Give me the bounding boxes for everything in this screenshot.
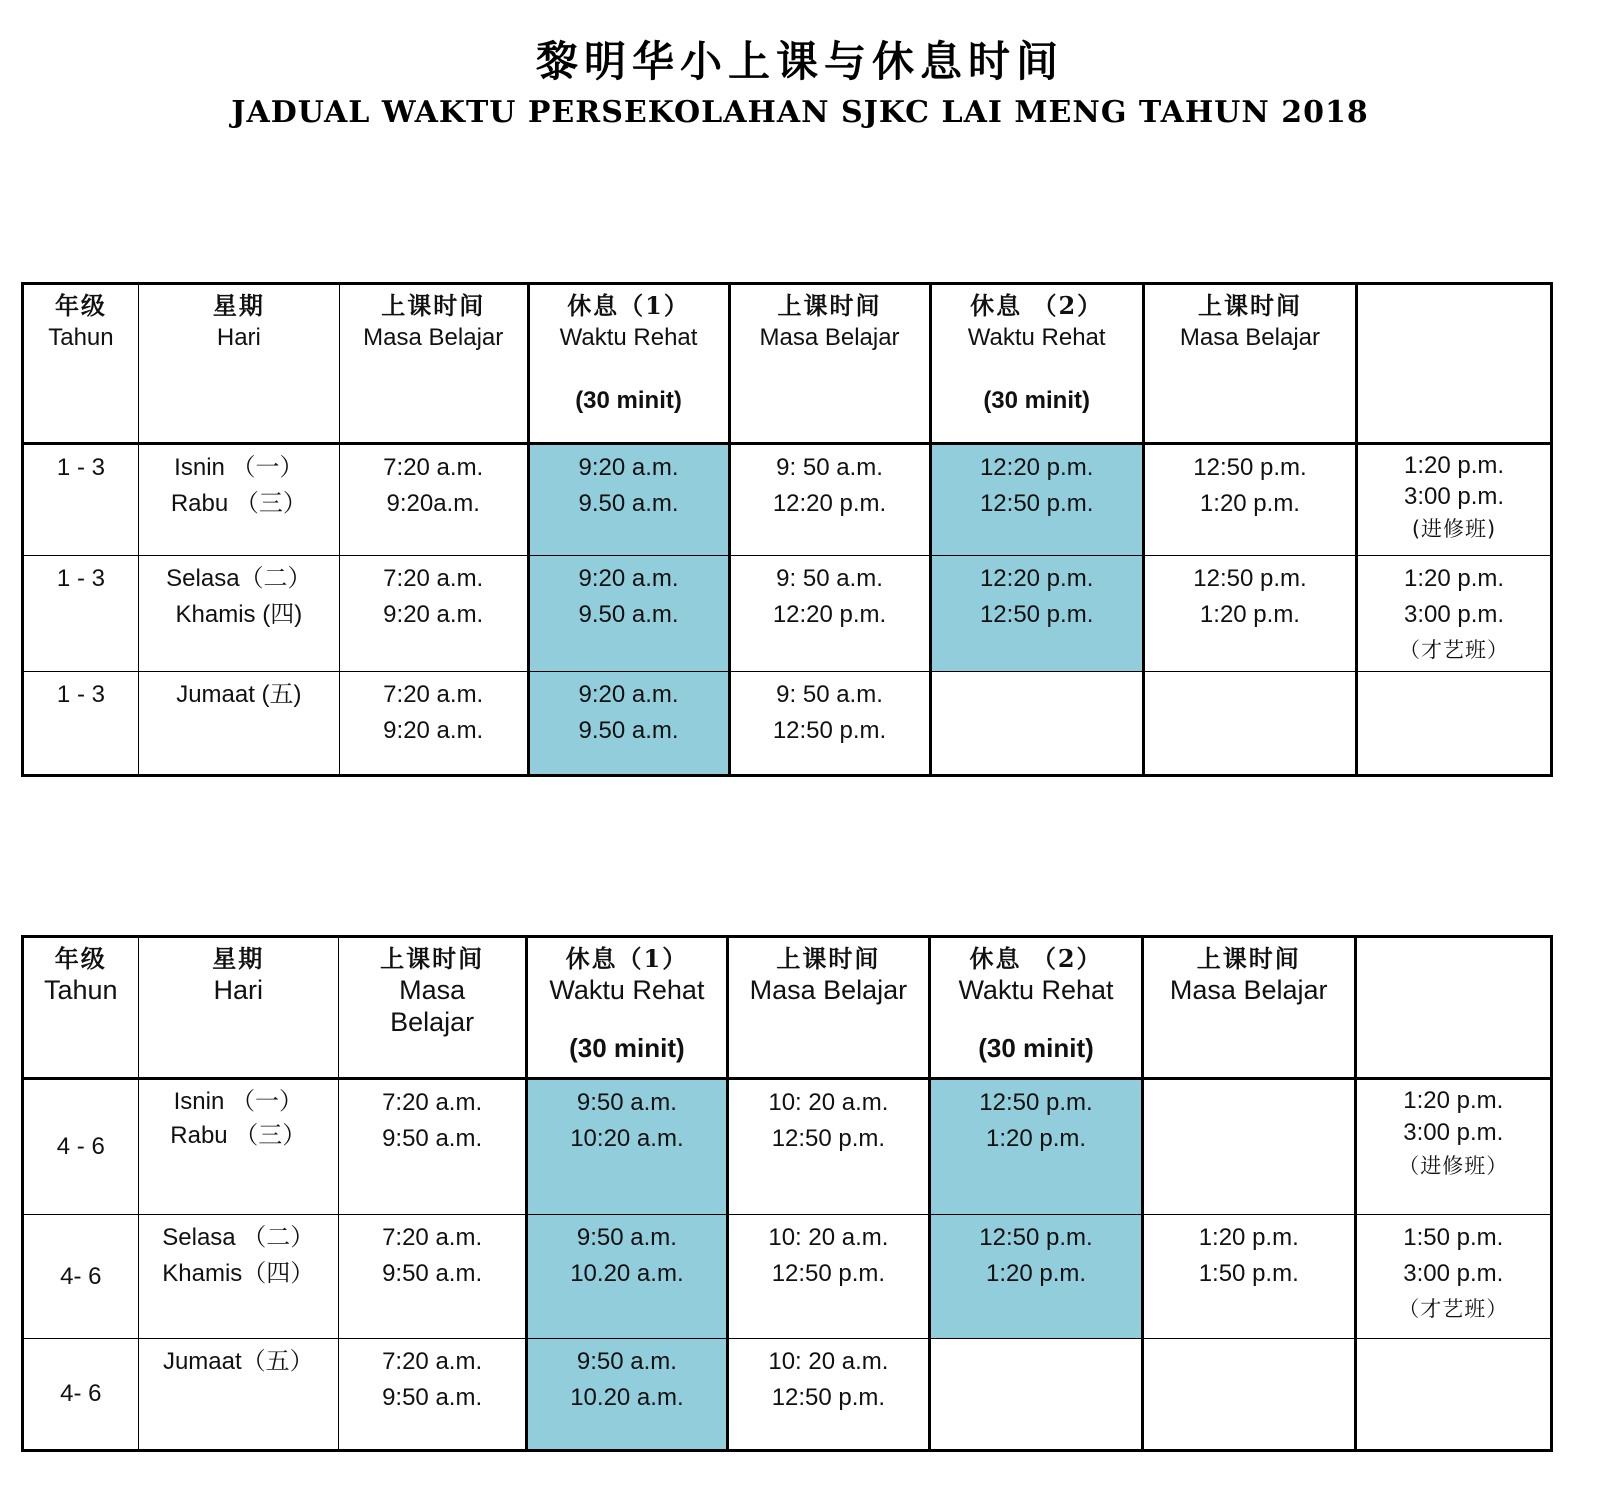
break-time-cell <box>930 444 1143 556</box>
class-time-cell <box>1142 1215 1355 1339</box>
day-cell <box>138 1215 338 1339</box>
empty-cell <box>1355 1339 1551 1451</box>
header-label-cn: 年级 <box>54 291 107 320</box>
header-cell-break-2 <box>930 284 1143 444</box>
header-label-ms: Waktu Rehat <box>549 975 705 1005</box>
table-header-row <box>23 284 1552 444</box>
day-label: Isnin （一） <box>173 1088 303 1115</box>
end-time: 1:20 p.m. <box>1199 601 1300 628</box>
header-label-cn: 星期 <box>212 291 265 320</box>
end-time: 9:20a.m. <box>386 490 480 517</box>
grade-label: 4- 6 <box>60 1262 102 1290</box>
day-label: Selasa （二） <box>162 1224 315 1251</box>
end-time: 12:50 p.m. <box>771 1384 886 1411</box>
header-label-ms: Hari <box>213 975 264 1005</box>
header-label-ms: Hari <box>216 324 261 351</box>
day-cell <box>138 444 339 556</box>
end-time: 9.50 a.m. <box>578 601 679 628</box>
class-time-cell <box>727 1339 930 1451</box>
end-time: 1:50 p.m. <box>1198 1260 1299 1287</box>
empty-cell <box>1142 1339 1355 1451</box>
table-row <box>23 1215 1552 1339</box>
header-label-cn: 上课时间 <box>777 291 882 320</box>
break-time-cell <box>528 444 729 556</box>
header-cell-day <box>138 937 338 1079</box>
header-cell-class-time-1 <box>339 284 528 444</box>
header-label-ms: Waktu Rehat <box>967 324 1106 351</box>
class-type-note: （才艺班） <box>1399 638 1510 662</box>
start-time: 7:20 a.m. <box>382 1224 483 1251</box>
header-label-cn: 上课时间 <box>1196 944 1301 973</box>
end-time: 9:20 a.m. <box>383 717 484 744</box>
table-row <box>23 556 1552 672</box>
class-time-cell <box>729 444 930 556</box>
day-label: Selasa（二） <box>166 565 312 592</box>
empty-cell <box>930 1339 1143 1451</box>
header-cell-break-1 <box>527 937 727 1079</box>
class-time-cell <box>1143 444 1356 556</box>
start-time: 9:20 a.m. <box>578 454 679 481</box>
schedule-table-year-1-3 <box>21 282 1553 777</box>
day-cell <box>138 672 339 776</box>
start-time: 7:20 a.m. <box>383 454 484 481</box>
end-time: 3:00 p.m. <box>1403 1119 1504 1146</box>
grade-cell <box>23 672 139 776</box>
header-label-cn: 上课时间 <box>380 944 485 973</box>
end-time: 9:50 a.m. <box>382 1384 483 1411</box>
empty-cell <box>930 672 1143 776</box>
start-time: 7:20 a.m. <box>383 565 484 592</box>
grade-cell <box>23 1215 139 1339</box>
extra-class-cell <box>1357 556 1552 672</box>
header-label-cn: 年级 <box>54 944 107 973</box>
extra-class-cell <box>1355 1079 1551 1215</box>
break-time-cell <box>527 1215 727 1339</box>
break-time-cell <box>930 1215 1143 1339</box>
start-time: 12:50 p.m. <box>979 1089 1093 1116</box>
header-cell-grade <box>23 284 139 444</box>
day-label: Rabu （三） <box>170 490 307 517</box>
start-time: 7:20 a.m. <box>382 1348 483 1375</box>
start-time: 12:50 p.m. <box>979 1224 1093 1251</box>
grade-cell <box>23 1079 139 1215</box>
break-time-cell <box>527 1339 727 1451</box>
start-time: 7:20 a.m. <box>383 681 484 708</box>
end-time: 9.50 a.m. <box>578 717 679 744</box>
header-label-cn: 休息（1） <box>567 291 690 320</box>
end-time: 9.50 a.m. <box>578 490 679 517</box>
header-label-cn: 休息（1） <box>565 944 689 973</box>
empty-cell <box>1357 672 1552 776</box>
header-cell-extra-class <box>1355 937 1551 1079</box>
day-cell <box>138 556 339 672</box>
start-time: 1:20 p.m. <box>1198 1224 1299 1251</box>
class-time-cell <box>339 556 528 672</box>
header-cell-class-time-2 <box>727 937 930 1079</box>
header-duration-label: (30 minit) <box>569 1033 685 1063</box>
day-label: Isnin （一） <box>174 454 304 481</box>
class-time-cell <box>339 1079 527 1215</box>
class-time-cell <box>339 672 528 776</box>
break-time-cell <box>930 1079 1143 1215</box>
break-time-cell <box>528 672 729 776</box>
start-time: 1:20 p.m. <box>1404 452 1505 479</box>
start-time: 9: 50 a.m. <box>776 681 883 708</box>
start-time: 9:50 a.m. <box>576 1224 677 1251</box>
end-time: 12:50 p.m. <box>771 1260 886 1287</box>
header-label-ms: Waktu Rehat <box>958 975 1114 1005</box>
header-duration-label: (30 minit) <box>983 387 1090 414</box>
start-time: 12:20 p.m. <box>979 454 1094 481</box>
header-label-ms: Masa Belajar <box>1169 975 1328 1005</box>
header-label-ms: Masa Belajar <box>363 324 504 351</box>
end-time: 3:00 p.m. <box>1403 1260 1504 1287</box>
class-time-cell <box>727 1215 930 1339</box>
class-type-note: （进修班） <box>1398 1154 1509 1178</box>
start-time: 9: 50 a.m. <box>776 565 883 592</box>
day-label: Jumaat（五） <box>162 1348 314 1375</box>
end-time: 3:00 p.m. <box>1404 601 1505 628</box>
end-time: 12:50 p.m. <box>771 1125 886 1152</box>
class-time-cell <box>727 1079 930 1215</box>
start-time: 1:20 p.m. <box>1403 1087 1504 1114</box>
header-label-ms: Masa Belajar <box>759 324 900 351</box>
empty-cell <box>1143 672 1356 776</box>
start-time: 10: 20 a.m. <box>768 1348 889 1375</box>
grade-cell <box>23 1339 139 1451</box>
header-duration-label: (30 minit) <box>978 1033 1094 1063</box>
end-time: 9:50 a.m. <box>382 1125 483 1152</box>
grade-label: 4- 6 <box>60 1380 102 1407</box>
day-label: Khamis (四) <box>175 601 303 628</box>
end-time: 12:50 p.m. <box>772 717 887 744</box>
end-time: 1:20 p.m. <box>985 1260 1087 1287</box>
class-time-cell <box>339 1339 527 1451</box>
grade-label: 1 - 3 <box>56 454 105 481</box>
grade-cell <box>23 444 139 556</box>
grade-label: 4 - 6 <box>56 1133 105 1160</box>
start-time: 12:20 p.m. <box>979 565 1094 592</box>
header-cell-class-time-3 <box>1142 937 1355 1079</box>
start-time: 10: 20 a.m. <box>768 1089 889 1116</box>
day-label: Jumaat (五) <box>176 681 302 708</box>
header-label-ms-line2: Belajar <box>390 1007 475 1037</box>
day-cell <box>138 1339 338 1451</box>
start-time: 10: 20 a.m. <box>768 1224 889 1251</box>
start-time: 12:50 p.m. <box>1193 565 1307 592</box>
header-label-ms: Tahun <box>43 975 118 1005</box>
header-label-cn: 休息 （2） <box>969 944 1103 973</box>
header-label-ms: Masa Belajar <box>749 975 908 1005</box>
class-type-note: (进修班) <box>1411 517 1497 541</box>
table-row <box>23 444 1552 556</box>
header-label-cn: 休息 （2） <box>970 291 1104 320</box>
grade-label: 1 - 3 <box>56 681 105 708</box>
header-duration-label: (30 minit) <box>575 387 682 414</box>
break-time-cell <box>930 556 1143 672</box>
start-time: 12:50 p.m. <box>1193 454 1307 481</box>
day-cell <box>138 1079 338 1215</box>
end-time: 3:00 p.m. <box>1404 483 1505 510</box>
class-time-cell <box>339 444 528 556</box>
table-row <box>23 1079 1552 1215</box>
header-label-ms: Masa <box>399 975 466 1005</box>
header-cell-class-time-2 <box>729 284 930 444</box>
class-time-cell <box>729 556 930 672</box>
start-time: 9: 50 a.m. <box>776 454 883 481</box>
break-time-cell <box>528 556 729 672</box>
header-cell-break-1 <box>528 284 729 444</box>
extra-class-cell <box>1357 444 1552 556</box>
start-time: 1:20 p.m. <box>1404 565 1505 592</box>
day-label: Khamis（四） <box>162 1260 315 1287</box>
header-cell-grade <box>23 937 139 1079</box>
start-time: 9:50 a.m. <box>576 1089 677 1116</box>
end-time: 9:50 a.m. <box>382 1260 483 1287</box>
start-time: 1:50 p.m. <box>1403 1224 1504 1251</box>
start-time: 9:20 a.m. <box>578 565 679 592</box>
grade-label: 1 - 3 <box>56 565 105 592</box>
class-time-cell <box>339 1215 527 1339</box>
header-cell-break-2 <box>930 937 1143 1079</box>
page-title-chinese: 黎明华小上课与休息时间 <box>535 37 1064 86</box>
start-time: 9:50 a.m. <box>576 1348 677 1375</box>
end-time: 12:20 p.m. <box>772 601 887 628</box>
start-time: 7:20 a.m. <box>382 1089 483 1116</box>
end-time: 12:50 p.m. <box>979 601 1094 628</box>
end-time: 10:20 a.m. <box>570 1125 684 1152</box>
table-row <box>23 672 1552 776</box>
table-header-row <box>23 937 1552 1079</box>
extra-class-cell <box>1355 1215 1551 1339</box>
class-time-cell <box>729 672 930 776</box>
header-label-ms: Masa Belajar <box>1179 324 1320 351</box>
end-time: 10.20 a.m. <box>570 1260 684 1287</box>
end-time: 1:20 p.m. <box>985 1125 1087 1152</box>
header-label-ms: Waktu Rehat <box>559 324 698 351</box>
header-label-cn: 上课时间 <box>1197 291 1302 320</box>
header-label-cn: 上课时间 <box>776 944 881 973</box>
class-time-cell <box>1143 556 1356 672</box>
header-cell-class-time-3 <box>1143 284 1356 444</box>
end-time: 12:50 p.m. <box>979 490 1094 517</box>
header-label-cn: 星期 <box>212 944 265 973</box>
header-cell-class-time-1 <box>339 937 527 1079</box>
schedule-table-year-4-6 <box>21 935 1553 1452</box>
end-time: 9:20 a.m. <box>383 601 484 628</box>
header-cell-day <box>138 284 339 444</box>
end-time: 12:20 p.m. <box>772 490 887 517</box>
start-time: 9:20 a.m. <box>578 681 679 708</box>
end-time: 10.20 a.m. <box>570 1384 684 1411</box>
page-title-malay: JADUAL WAKTU PERSEKOLAHAN SJKC LAI MENG TAHUN 2018 <box>231 95 1369 130</box>
class-type-note: （才艺班） <box>1398 1297 1509 1321</box>
end-time: 1:20 p.m. <box>1199 490 1300 517</box>
break-time-cell <box>527 1079 727 1215</box>
empty-cell <box>1142 1079 1355 1215</box>
grade-cell <box>23 556 139 672</box>
table-row <box>23 1339 1552 1451</box>
day-label: Rabu （三） <box>170 1122 307 1149</box>
header-label-cn: 上课时间 <box>381 291 486 320</box>
header-label-ms: Tahun <box>48 324 114 351</box>
header-cell-extra-class <box>1357 284 1552 444</box>
